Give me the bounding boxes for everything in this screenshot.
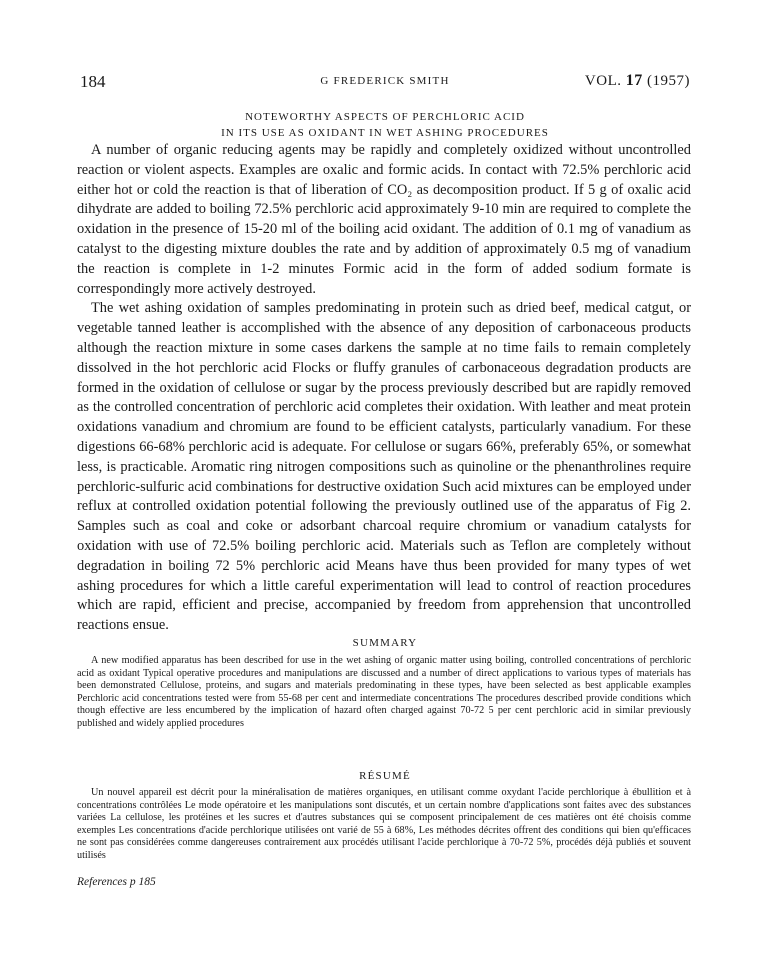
volume-label: VOL. [584,73,622,89]
author-name: G FREDERICK SMITH [320,75,450,87]
references-note: References p 185 [77,876,156,888]
page-number: 184 [80,72,106,91]
summary-heading: SUMMARY [352,637,418,649]
article-title [80,109,690,141]
volume-year: (1957) [647,73,690,89]
running-head [80,72,690,94]
title-line-1: NOTEWORTHY ASPECTS OF PERCHLORIC ACID [245,111,525,123]
summary-section [77,655,691,731]
resume-heading: RÉSUMÉ [359,770,411,782]
body-paragraph-1: A number of organic reducing agents may be rapidly and completely oxidized without uncontrolled reaction or violent aspects. Examples are oxalic and formic acids. In contact with 72.5% perchloric acid either hot or cold the reaction is that of liberation of CO₂ as decomposition product. If 5 g of oxalic acid dihydrate are added to boiling 72.5% perchloric acid approximately 9-10 min are required to complete the oxidation in the presence of 15-20 ml of the boiling acid oxidant. The addition of 0.1 mg of vanadium as catalyst to the digesting mixture doubles the rate and by addition of approximately 0.5 mg of vanadium the reaction is complete in 1-2 minutes Formic acid in the form of added sodium formate is correspondingly more actively destroyed. [77,142,691,297]
volume-info [585,72,690,90]
resume-section [77,787,691,863]
resume-paragraph: Un nouvel appareil est décrit pour la minéralisation de matières organiques, en utilisant comme oxydant l'acide perchlorique à ébullition et à concentrations contrôlées Le mode opératoire et les manipulations sont discutés, et un certain nombre d'applications sont faites avec des substances variées La cellulose, les protéines et les sucres et d'autres substances qui se composent principalement de ces matières ont été choisis comme exemples Les concentrations d'acide perchlorique utilisées ont varié de 55 à 68%, Les méthodes décrites offrent des conditions qui bien qu'efficaces ne sont pas considérées comme dangereuses contrairement aux procédés utilisant l'acide perchlorique à 70-72 5%, procédés déjà publiés et souvent utilisés [77,787,691,861]
summary-paragraph: A new modified apparatus has been described for use in the wet ashing of organic matter using boiling, controlled concentrations of perchloric acid as oxidant Typical operative procedures and manipulations are discussed and a number of direct applications to various types of materials has been demonstrated Cellulose, proteins, and sugars and materials predominating in these types, have been selected as best applicable examples Perchloric acid concentrations tested were from 55-68 per cent and intermediate concentrations The procedures described provide conditions which though effective are less encumbered by the implication of hazard often charged against 70-72 5 per cent perchloric acid in similar previously published and widely applied procedures [77,655,691,729]
body-text [77,141,691,636]
volume-number: 17 [625,72,643,89]
title-line-2: IN ITS USE AS OXIDANT IN WET ASHING PROCEDURES [221,127,549,139]
body-paragraph-2: The wet ashing oxidation of samples predominating in protein such as dried beef, medical catgut, or vegetable tanned leather is accomplished with the absence of any deposition of carbonaceous products although the reaction mixture in some cases darkens the sample at no time fails to remain completely dissolved in the hot perchloric acid Flocks or fluffy granules of carbonaceous degradation products are formed in the oxidation of cellulose or sugar by the process previously described but are rapidly removed as the controlled concentration of perchloric acid completes their oxidation. With leather and meat protein oxidations vanadium and chromium are found to be efficient catalysts, particularly vanadium. For these digestions 66-68% perchloric acid is adequate. For cellulose or sugars 66%, preferably 65%, or somewhat less, is practicable. Aromatic ring nitrogen compositions such as quinoline or the phenanthrolines require perchloric-sulfuric acid combinations for destructive oxidation Such acid mixtures can be employed under reflux at controlled oxidation potential following the previously outlined use of the apparatus of Fig 2. Samples such as coal and coke or adsorbant charcoal require chromium or vanadium catalysts for oxidation with use of 72.5% boiling perchloric acid. Materials such as Teflon are completely without degradation in boiling 72 5% perchloric acid Means have thus been provided for many types of wet ashing procedures for which a little careful experimentation will lead to control of reaction procedures which are rapid, efficient and precise, accompanied by freedom from apprehension that uncontrolled reactions ensue. [77,300,691,634]
